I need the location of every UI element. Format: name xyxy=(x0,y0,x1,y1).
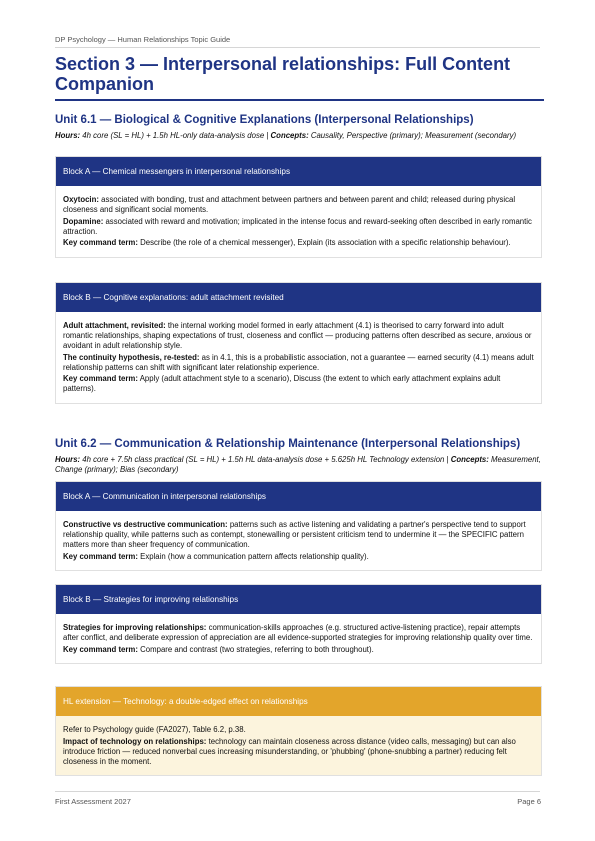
item-term: Key command term: xyxy=(63,238,138,248)
block-item xyxy=(63,725,534,735)
block-item xyxy=(63,737,534,767)
item-text: as in 4.1, this is a probabilistic association, not a guarantee — earned security (4.1) means adult relationship patterns can shift with significant later relationship experience. xyxy=(63,352,534,372)
item-term: Key command term: xyxy=(63,374,138,384)
block-header: Block B — Strategies for improving relationships xyxy=(56,585,541,614)
item-text: the internal working model formed in early attachment (4.1) is theorised to carry forward into adult romantic relationships, shaping expectations of trust, closeness and conflict — producing patterns often described as secure, anxious or avoidant in adult relationship style. xyxy=(63,321,532,350)
block-body xyxy=(56,312,541,403)
item-text: Describe (the role of a chemical messenger), Explain (its association with a specific relationship behaviour). xyxy=(140,238,511,248)
unit-meta xyxy=(55,131,543,141)
item-term: Key command term: xyxy=(63,644,138,654)
hours-label: Hours: xyxy=(55,131,81,140)
block-body xyxy=(56,186,541,257)
block-item xyxy=(63,374,534,394)
concepts-value: Measurement, Change (primary); Bias (secondary) xyxy=(55,455,541,474)
footer-divider xyxy=(55,791,540,792)
item-text: Refer to Psychology guide (FA2027), Table 6.2, p.38. xyxy=(63,725,246,734)
block-item xyxy=(63,353,534,373)
block-body xyxy=(56,511,541,570)
item-text: Compare and contrast (two strategies, referring to both throughout). xyxy=(140,644,374,654)
hours-value: 4h core + 7.5h class practical (SL = HL) + 1.5h HL data-analysis dose + 5.625h HL Technology extension xyxy=(82,455,445,464)
item-term: Constructive vs destructive communication: xyxy=(63,520,228,529)
footer-assessment: First Assessment 2027 xyxy=(55,797,131,806)
block-item xyxy=(63,623,534,643)
meta-separator: | xyxy=(444,455,451,464)
block-header: Block A — Chemical messengers in interpersonal relationships xyxy=(56,157,541,186)
unit-title: Unit 6.2 — Communication & Relationship Maintenance (Interpersonal Relationships) xyxy=(55,438,521,450)
item-text: patterns such as active listening and validating a partner's perspective tend to support relationship quality, while patterns such as contempt, stonewalling or persistent criticism tend to undermine it — the SPECIFIC pattern matters more than sheer frequency of communication. xyxy=(63,520,526,549)
unit-6-2 xyxy=(55,437,543,475)
content-block xyxy=(55,156,542,258)
block-item xyxy=(63,645,534,655)
concepts-label: Concepts: xyxy=(450,455,489,464)
item-text: associated with bonding, trust and attachment between partners and between parent and child; released during physical closeness and significant social moments. xyxy=(63,195,516,214)
meta-separator: | xyxy=(264,131,271,140)
block-header: HL extension — Technology: a double-edged effect on relationships xyxy=(56,687,541,716)
unit-meta xyxy=(55,455,543,475)
hours-label: Hours: xyxy=(55,455,81,464)
item-term: Key command term: xyxy=(63,551,138,561)
item-term: Strategies for improving relationships: xyxy=(63,623,207,632)
block-item xyxy=(63,321,534,351)
header-divider xyxy=(55,47,540,48)
block-item xyxy=(63,520,534,550)
unit-6-1 xyxy=(55,113,543,141)
hl-extension-block xyxy=(55,686,542,776)
item-text: Explain (how a communication pattern affects relationship quality). xyxy=(140,551,369,561)
block-item xyxy=(63,217,534,237)
block-item xyxy=(63,195,534,215)
title-divider xyxy=(55,99,544,101)
unit-title: Unit 6.1 — Biological & Cognitive Explanations (Interpersonal Relationships) xyxy=(55,114,474,126)
block-body xyxy=(56,716,541,775)
item-text: associated with reward and motivation; implicated in the intense focus and reward-seeking often described in early romantic attraction. xyxy=(63,216,532,236)
content-block xyxy=(55,584,542,664)
hours-value: 4h core (SL = HL) + 1.5h HL-only data-analysis dose xyxy=(82,131,265,140)
block-item xyxy=(63,552,534,562)
item-text: Apply (adult attachment style to a scenario), Discuss (the extent to which early attachment explains adult patterns). xyxy=(63,374,501,394)
concepts-value: Causality, Perspective (primary); Measurement (secondary) xyxy=(310,131,517,140)
item-term: The continuity hypothesis, re-tested: xyxy=(63,352,200,362)
item-term: Dopamine: xyxy=(63,216,104,226)
block-header: Block B — Cognitive explanations: adult attachment revisited xyxy=(56,283,541,312)
page-number: Page 6 xyxy=(517,797,541,806)
item-text: technology can maintain closeness across distance (video calls, messaging) but can also introduce friction — reduced nonverbal cues increasing misunderstanding, or 'phubbing' (phone-snubbing a partner) reducing felt closeness in the moment. xyxy=(63,736,516,766)
item-text: communication-skills approaches (e.g. structured active-listening practice), repair attempts after conflict, and deliberate expression of appreciation are all evidence-supported strategies for improving relationship quality over time. xyxy=(63,623,533,642)
item-term: Adult attachment, revisited: xyxy=(63,321,166,330)
running-header: DP Psychology — Human Relationships Topic Guide xyxy=(55,35,231,44)
block-header: Block A — Communication in interpersonal relationships xyxy=(56,482,541,511)
item-term: Oxytocin: xyxy=(63,195,99,204)
block-body xyxy=(56,614,541,663)
content-block xyxy=(55,282,542,404)
page-title: Section 3 — Interpersonal relationships: Full Content Companion xyxy=(55,54,511,94)
concepts-label: Concepts: xyxy=(270,131,309,140)
item-term: Impact of technology on relationships: xyxy=(63,736,207,746)
content-block xyxy=(55,481,542,571)
block-item xyxy=(63,238,534,248)
